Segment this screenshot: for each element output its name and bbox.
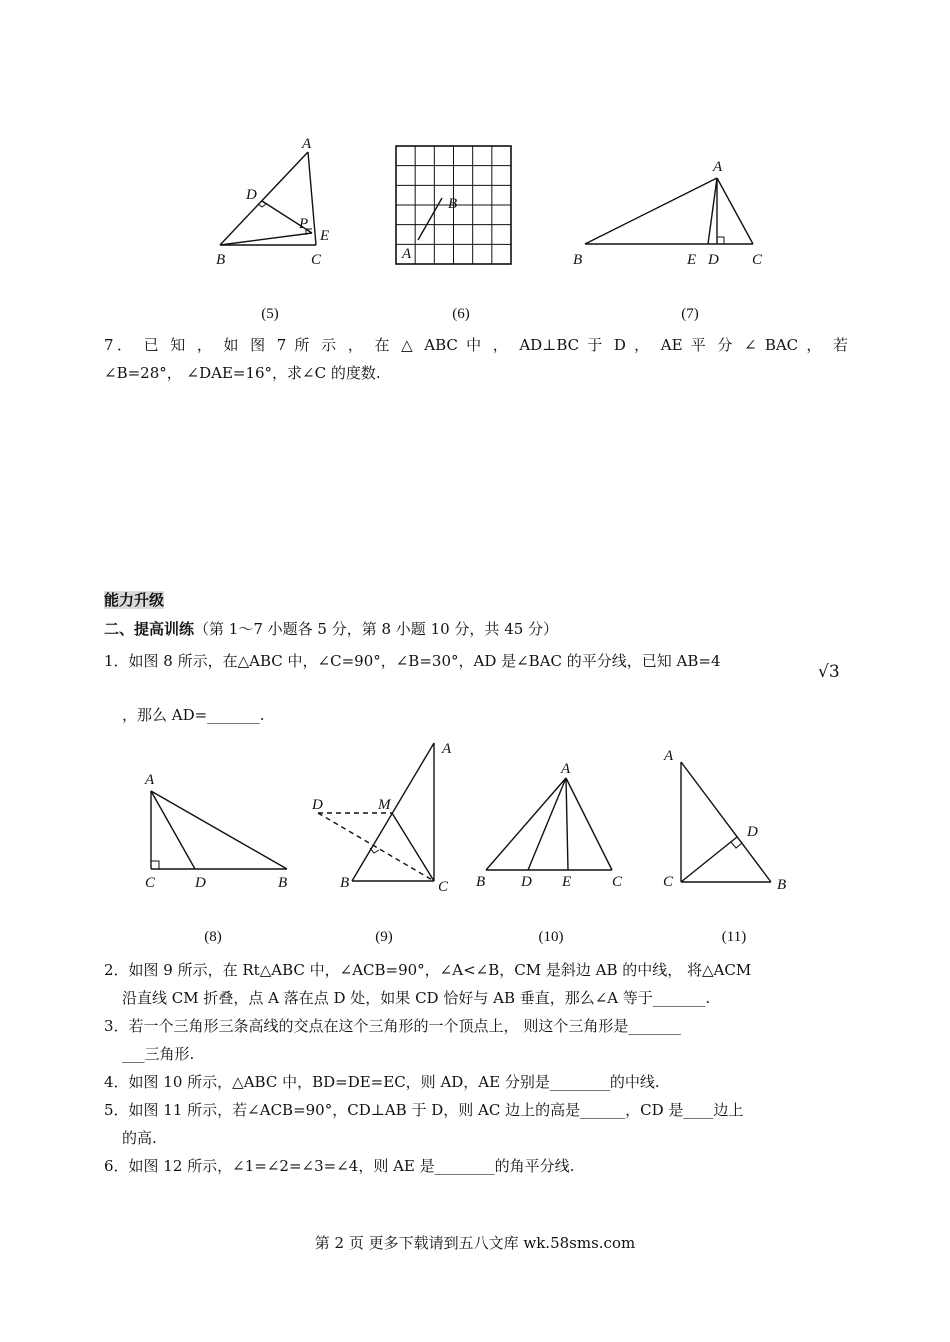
fig5-label-d: D [246,187,257,203]
fig9-label-a: A [442,741,452,757]
page-footer: 第 2 页 更多下载请到五八文库 wk.58sms.com [314,1234,636,1252]
caption-fig5: (5) [261,306,279,322]
caption-fig10: (10) [538,929,564,945]
fig5-label-b: B [216,252,226,268]
q1-line-2: ，那么 AD=_______. [122,706,265,724]
q7-line-2: ∠B=28°， ∠DAE=16°，求∠C 的度数. [104,364,381,382]
figure-9 [300,735,470,895]
fig6-label-b: B [448,196,458,212]
fig8-label-c: C [145,875,156,890]
fig6-label-a: A [402,246,412,262]
caption-fig8: (8) [204,929,222,945]
fig9-label-b: B [340,875,350,891]
fig5-label-p: P [299,216,309,232]
fig7-label-d: D [708,252,719,268]
fig11-label-d: D [747,824,758,840]
fig8-label-d: D [195,875,206,890]
figure-11 [655,738,805,898]
figure-8 [135,765,305,890]
section-subtitle [104,618,558,640]
q3-line-2: ___三角形. [122,1045,195,1063]
q7-line-1: 7． 已 知 ， 如 图 7 所 示 ， 在 △ ABC 中 ， AD⊥BC 于 D ， AE 平 分 ∠ BAC ， 若 [104,336,848,354]
fig9-label-c: C [438,879,449,895]
fig7-label-a: A [713,159,723,175]
section-subtitle-bold: 二、提高训练 [104,620,195,638]
caption-fig9: (9) [375,929,393,945]
q6-line-1: 6．如图 12 所示，∠1=∠2=∠3=∠4，则 AE 是________的角平分线. [104,1157,575,1175]
fig10-label-e: E [562,874,572,890]
figure-7 [565,150,775,275]
caption-fig6: (6) [452,306,470,322]
section-subtitle-note: （第 1～7 小题各 5 分，第 8 小题 10 分，共 45 分） [194,620,559,638]
q3-line-1: 3．若一个三角形三条高线的交点在这个三角形的一个顶点上， 则这个三角形是_______ [104,1017,681,1035]
fig5-label-c: C [311,252,322,268]
fig10-label-a: A [561,761,571,777]
fig7-label-e: E [687,252,697,268]
figure-10 [472,760,632,890]
figure-6 [390,140,520,270]
figure-5 [200,130,350,275]
fig11-label-a: A [664,748,674,764]
q2-line-2: 沿直线 CM 折叠，点 A 落在点 D 处，如果 CD 恰好与 AB 垂直，那么∠A 等于_______. [122,989,711,1007]
q5-line-2: 的高. [122,1129,157,1147]
fig8-label-a: A [145,772,155,788]
section-title-text: 能力升级 [104,591,165,609]
fig11-label-b: B [777,877,787,893]
section-title [104,589,164,611]
caption-fig11: (11) [721,929,747,945]
q2-line-1: 2．如图 9 所示，在 Rt△ABC 中，∠ACB=90°，∠A<∠B，CM 是斜边 AB 的中线， 将△ACM [104,961,752,979]
q1-sqrt: √3 [818,662,840,682]
fig9-label-d: D [312,797,323,813]
fig10-label-b: B [476,874,486,890]
q1-line-1: 1．如图 8 所示，在△ABC 中，∠C=90°，∠B=30°，AD 是∠BAC 的平分线，已知 AB=4 [104,652,721,670]
fig11-label-c: C [663,874,674,890]
fig10-label-c: C [612,874,623,890]
fig10-label-d: D [521,874,532,890]
fig8-label-b: B [278,875,288,890]
fig7-label-c: C [752,252,763,268]
caption-fig7: (7) [681,306,699,322]
fig5-label-e: E [320,228,330,244]
fig9-label-m: M [378,797,391,813]
fig5-label-a: A [302,136,312,152]
fig7-label-b: B [573,252,583,268]
q4-line-1: 4．如图 10 所示，△ABC 中，BD=DE=EC，则 AD，AE 分别是________的中线. [104,1073,660,1091]
q5-line-1: 5．如图 11 所示，若∠ACB=90°，CD⊥AB 于 D，则 AC 边上的高是______，CD 是____边上 [104,1101,744,1119]
